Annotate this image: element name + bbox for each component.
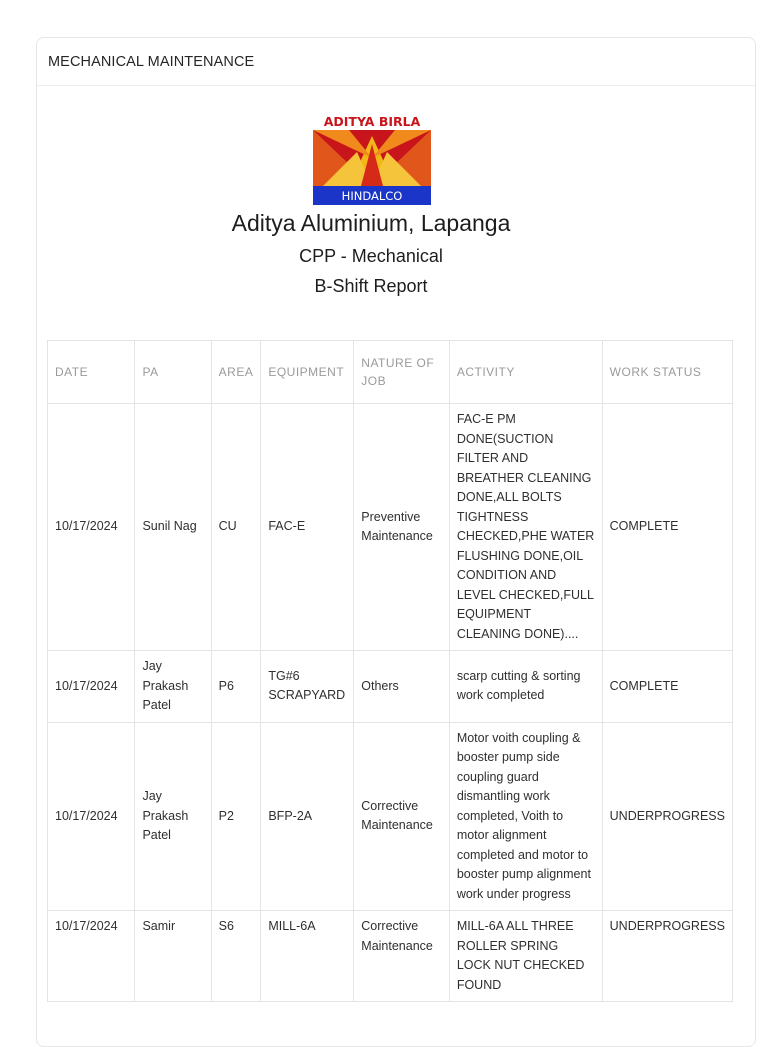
cell-activity: MILL-6A ALL THREE ROLLER SPRING LOCK NUT CHECKED FOUND	[449, 911, 602, 1002]
company-name: Aditya Aluminium, Lapanga	[231, 210, 511, 236]
cell-equipment: FAC-E	[261, 404, 354, 651]
table-row	[48, 911, 733, 1002]
header-equipment: EQUIPMENT	[261, 341, 354, 404]
card-title: MECHANICAL MAINTENANCE	[37, 38, 755, 86]
cell-work-status: UNDERPROGRESS	[602, 911, 732, 1002]
cell-activity: Motor voith coupling & booster pump side coupling guard dismantling work completed, Voith to motor alignment completed and motor to booster pump alignment work under progress	[449, 722, 602, 911]
cell-activity: scarp cutting & sorting work completed	[449, 651, 602, 723]
cell-equipment: MILL-6A	[261, 911, 354, 1002]
cell-nature-of-job: Preventive Maintenance	[354, 404, 450, 651]
header-area: AREA	[211, 341, 261, 404]
header-date: DATE	[48, 341, 135, 404]
cell-area: P6	[211, 651, 261, 723]
maintenance-table	[47, 340, 733, 1002]
cell-nature-of-job: Others	[354, 651, 450, 723]
cell-pa: Jay Prakash Patel	[135, 722, 211, 911]
cell-area: S6	[211, 911, 261, 1002]
cell-nature-of-job: Corrective Maintenance	[354, 911, 450, 1002]
cell-work-status: UNDERPROGRESS	[602, 722, 732, 911]
aditya-birla-logo	[313, 112, 431, 206]
header-activity: ACTIVITY	[449, 341, 602, 404]
table-row	[48, 651, 733, 723]
header-nature-of-job: NATURE OF JOB	[354, 341, 450, 404]
maintenance-card	[36, 37, 756, 1047]
cell-date: 10/17/2024	[48, 911, 135, 1002]
cell-area: P2	[211, 722, 261, 911]
svg-text:ADITYA BIRLA: ADITYA BIRLA	[323, 114, 421, 129]
cell-pa: Sunil Nag	[135, 404, 211, 651]
header-pa: PA	[135, 341, 211, 404]
cell-area: CU	[211, 404, 261, 651]
shift-report-title: B-Shift Report	[314, 276, 428, 296]
svg-text:HINDALCO: HINDALCO	[341, 189, 403, 203]
department-name: CPP - Mechanical	[299, 246, 443, 266]
cell-work-status: COMPLETE	[602, 651, 732, 723]
cell-equipment: TG#6 SCRAPYARD	[261, 651, 354, 723]
cell-nature-of-job: Corrective Maintenance	[354, 722, 450, 911]
cell-date: 10/17/2024	[48, 404, 135, 651]
cell-equipment: BFP-2A	[261, 722, 354, 911]
table-header-row	[48, 341, 733, 404]
table-row	[48, 722, 733, 911]
cell-pa: Jay Prakash Patel	[135, 651, 211, 723]
cell-date: 10/17/2024	[48, 722, 135, 911]
header-work-status: WORK STATUS	[602, 341, 732, 404]
cell-work-status: COMPLETE	[602, 404, 732, 651]
table-row	[48, 404, 733, 651]
cell-pa: Samir	[135, 911, 211, 1002]
cell-date: 10/17/2024	[48, 651, 135, 723]
cell-activity: FAC-E PM DONE(SUCTION FILTER AND BREATHER CLEANING DONE,ALL BOLTS TIGHTNESS CHECKED,PHE WATER FLUSHING DONE,OIL CONDITION AND LEVEL CHECKED,FULL EQUIPMENT CLEANING DONE)....	[449, 404, 602, 651]
